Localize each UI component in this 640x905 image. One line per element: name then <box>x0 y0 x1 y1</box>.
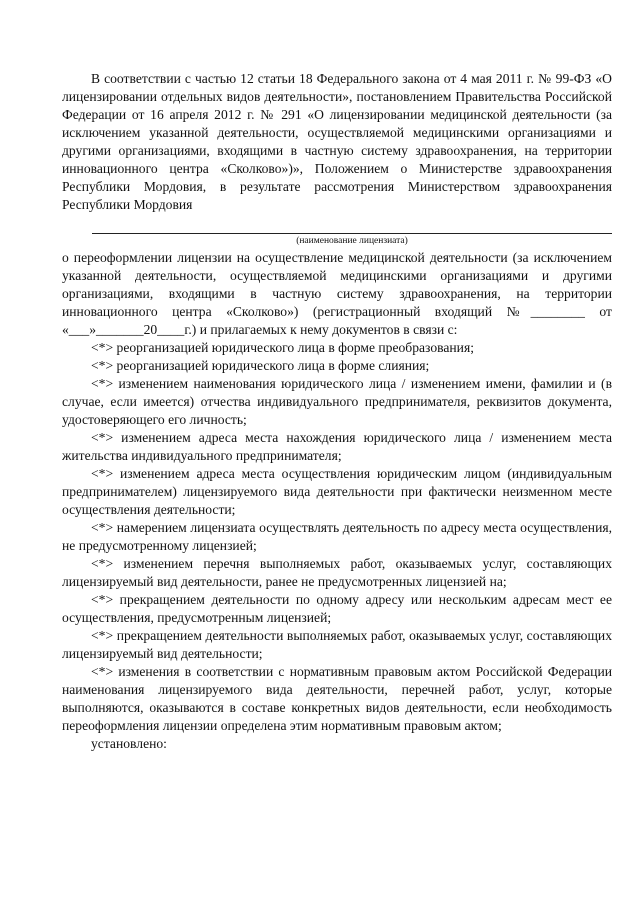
reason-item: <*> изменением адреса места осуществления юридическим лицом (индивидуальным предпринимателем) лицензируемого вида деятельности при фактически неизменном месте осуществления деятельности; <box>62 466 612 517</box>
intro-paragraph: В соответствии с частью 12 статьи 18 Федерального закона от 4 мая 2011 г. № 99-ФЗ «О лицензировании отдельных видов деятельности», постановлением Правительства Российской Федерации от 16 апреля 2012 г. № 291 «О лицензировании медицинской деятельности (за исключением указанной деятельности, осуществляемой медицинскими организациями и другими организациями, входящими в частную систему здравоохранения, на территории инновационного центра «Сколково»)», Положением о Министерстве здравоохранения Республики Мордовия, в результате рассмотрения Министерством здравоохранения Республики Мордовия <box>62 71 612 212</box>
request-paragraph: о переоформлении лицензии на осуществление медицинской деятельности (за исключением указанной деятельности, осуществляемой медицинскими организациями и другими организациями, входящими в частную систему здравоохранения, на территории инновационного центра «Сколково») (регистрационный входящий №________ от «___»_______20____г.) и прилагаемых к нему документов в связи с: <box>62 250 612 337</box>
reason-item: <*> реорганизацией юридического лица в форме преобразования; <box>91 340 474 355</box>
reason-item: <*> прекращением деятельности по одному адресу или нескольким адресам мест ее осуществления, предусмотренным лицензией; <box>62 592 612 625</box>
reason-item: <*> прекращением деятельности выполняемых работ, оказываемых услуг, составляющих лицензируемый вид деятельности; <box>62 628 612 661</box>
licensee-name-line <box>92 233 612 234</box>
reason-item: <*> намерением лицензиата осуществлять деятельность по адресу места осуществления, не предусмотренному лицензией; <box>62 520 612 553</box>
reason-item: <*> реорганизацией юридического лица в форме слияния; <box>91 358 430 373</box>
reason-item: <*> изменением адреса места нахождения юридического лица / изменением места жительства индивидуального предпринимателя; <box>62 430 612 463</box>
document-page <box>62 70 612 753</box>
reason-item: <*> изменения в соответствии с нормативным правовым актом Российской Федерации наименования лицензируемого вида деятельности, перечней работ, услуг, которые выполняются, оказываются в составе конкретных видов деятельности, если необходимость переоформления лицензии определена этим нормативным правовым актом; <box>62 664 612 733</box>
licensee-name-caption: (наименование лицензиата) <box>296 236 408 246</box>
closing-text: установлено: <box>91 736 167 751</box>
reason-item: <*> изменением перечня выполняемых работ, оказываемых услуг, составляющих лицензируемый вид деятельности, ранее не предусмотренных лицензией на; <box>62 556 612 589</box>
reason-item: <*> изменением наименования юридического лица / изменением имени, фамилии и (в случае, если имеется) отчества индивидуального предпринимателя, реквизитов документа, удостоверяющего его личность; <box>62 376 612 427</box>
